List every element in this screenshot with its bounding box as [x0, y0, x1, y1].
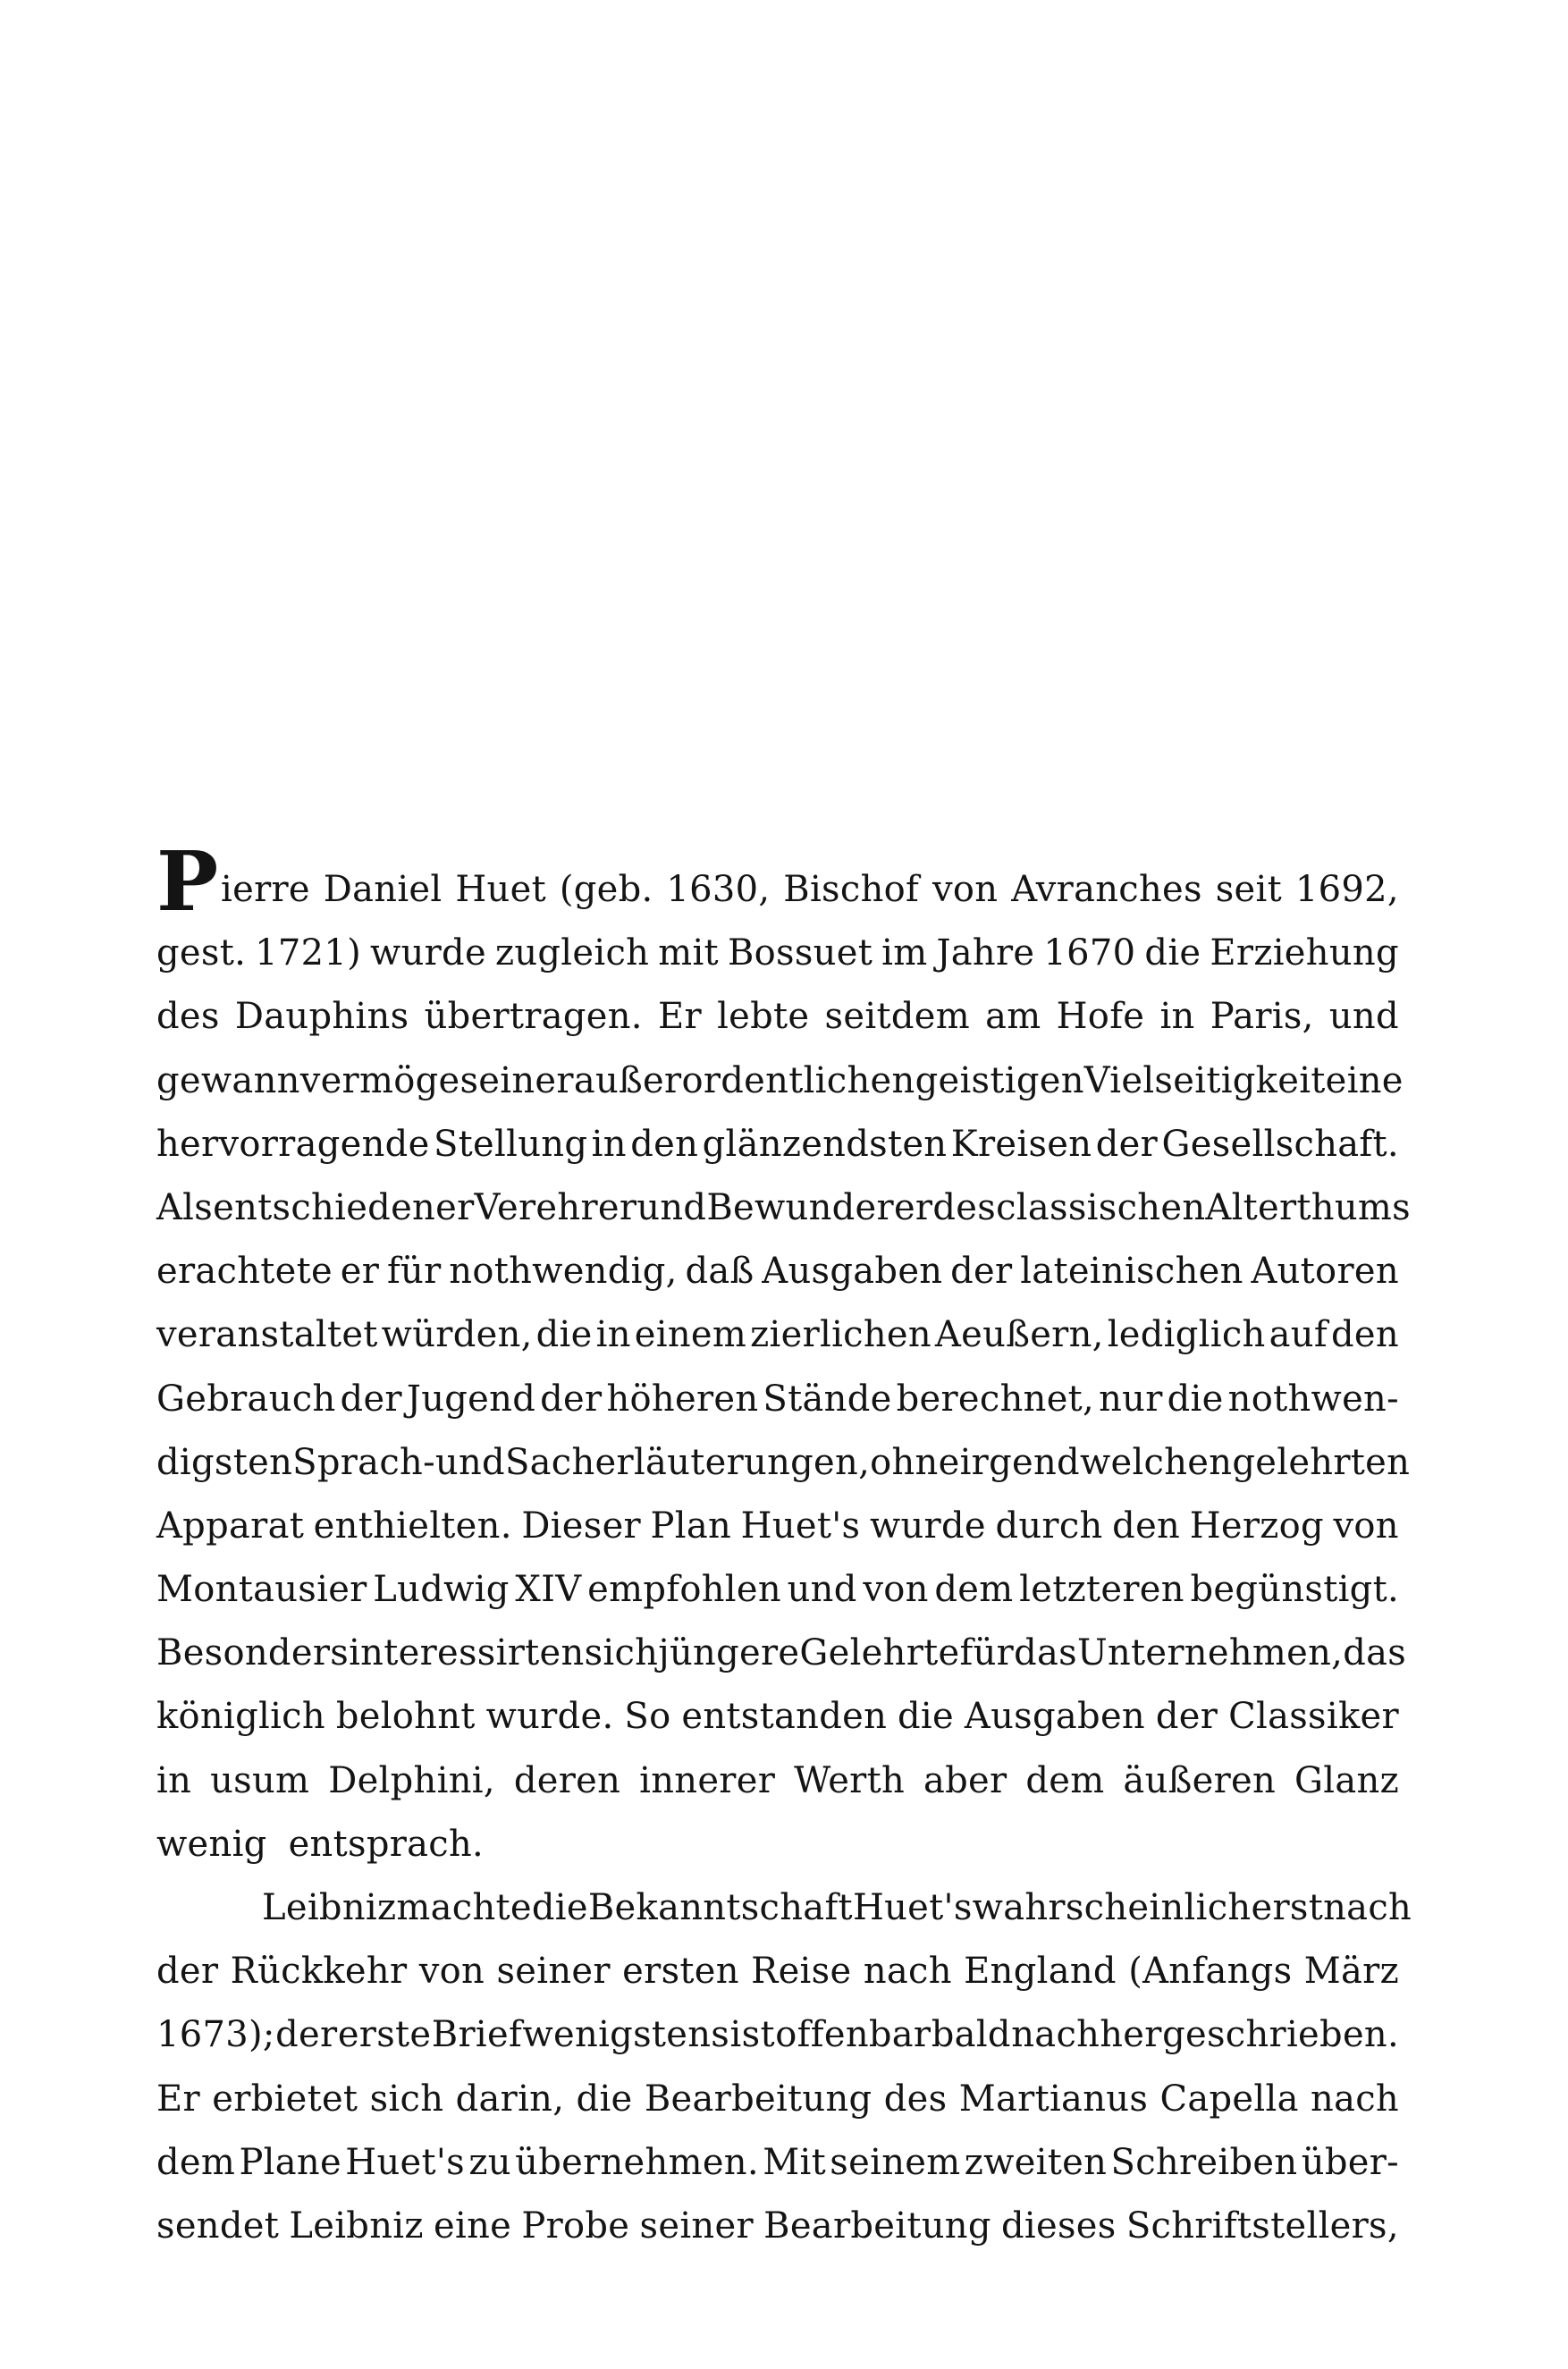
- text-line: hervorragende Stellung in den glänzendsten Kreisen der Gesellschaft.: [156, 1123, 1399, 1165]
- text-line: der Rückkehr von seiner ersten Reise nach England (Anfangs März: [156, 1951, 1399, 1993]
- text-line: 1673); der erste Brief wenigstens ist offenbar bald nachher geschrieben.: [156, 2014, 1399, 2056]
- text-line: Apparat enthielten. Dieser Plan Huet's wurde durch den Herzog von: [156, 1505, 1399, 1547]
- text-line: erachtete er für nothwendig, daß Ausgaben der lateinischen Autoren: [156, 1251, 1399, 1293]
- text-line: königlich belohnt wurde. So entstanden die Ausgaben der Classiker: [156, 1696, 1399, 1738]
- text-line: digsten Sprach- und Sacherläuterungen, ohne irgend welchen gelehrten: [156, 1441, 1411, 1483]
- text-line: Als entschiedener Verehrer und Bewunderer des classischen Alterthums: [156, 1186, 1411, 1228]
- text-line: dem Plane Huet's zu übernehmen. Mit seinem zweiten Schreiben über-: [156, 2141, 1399, 2183]
- text-line: P ierre Daniel Huet (geb. 1630, Bischof von Avranches seit 1692,: [156, 833, 1399, 930]
- body-text: [156, 833, 1412, 2258]
- text-line: des Dauphins übertragen. Er lebte seitdem am Hofe in Paris, und: [156, 996, 1399, 1038]
- text-line: Gebrauch der Jugend der höheren Stände berechnet, nur die nothwen-: [156, 1378, 1399, 1420]
- text-line: Besonders interessirten sich jüngere Gelehrte für das Unternehmen, das: [156, 1632, 1407, 1674]
- text-line: veranstaltet würden, die in einem zierlichen Aeußern, lediglich auf den: [156, 1314, 1399, 1356]
- text-line: gest. 1721) wurde zugleich mit Bossuet im Jahre 1670 die Erziehung: [156, 932, 1399, 974]
- text-line: Er erbietet sich darin, die Bearbeitung des Martianus Capella nach: [156, 2078, 1399, 2120]
- text-line: gewann vermöge seiner außerordentlichen geistigen Vielseitigkeit eine: [156, 1059, 1404, 1101]
- text-line: in usum Delphini, deren innerer Werth aber dem äußeren Glanz: [156, 1759, 1399, 1801]
- text-line: sendet Leibniz eine Probe seiner Bearbeitung dieses Schriftstellers,: [156, 2205, 1399, 2247]
- drop-cap: P: [156, 833, 219, 930]
- text-line: wenig entsprach.: [156, 1823, 485, 1865]
- text-line: Montausier Ludwig XIV empfohlen und von dem letzteren begünstigt.: [156, 1569, 1399, 1611]
- text-line: Leibniz machte die Bekanntschaft Huet's wahrscheinlich erst nach: [262, 1887, 1412, 1928]
